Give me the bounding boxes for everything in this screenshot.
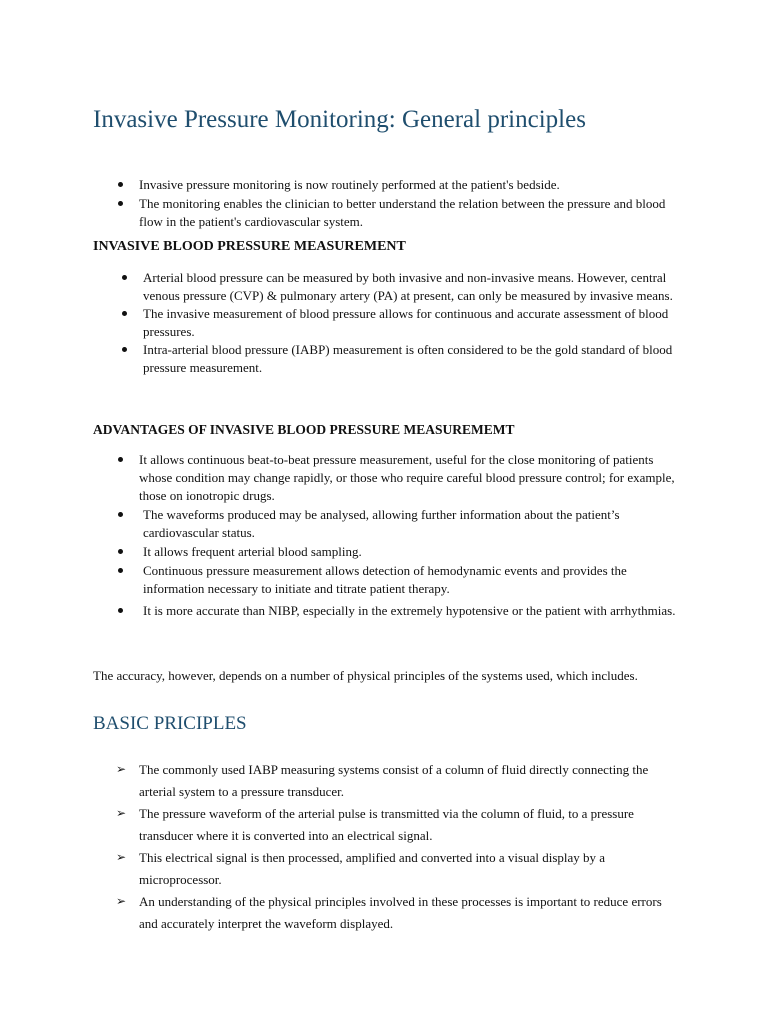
- list-item-text: The waveforms produced may be analysed, allowing further information about the patient’s cardiovascular status.: [143, 507, 620, 540]
- list-item: [116, 891, 679, 935]
- list-item-text: The invasive measurement of blood pressure allows for continuous and accurate assessment of blood pressures.: [143, 306, 669, 339]
- bullet-icon: [118, 512, 123, 517]
- list-item: [139, 543, 679, 561]
- bullet-icon: [118, 201, 123, 206]
- list-item: [116, 847, 679, 891]
- bullet-icon: [118, 549, 123, 554]
- list-item: [139, 506, 679, 542]
- list-item-text: Arterial blood pressure can be measured by both invasive and non-invasive means. However, central venous pressure (CVP) & pulmonary artery (PA) at present, can only be measured by invasive means.: [143, 270, 673, 303]
- list-item: [139, 195, 669, 231]
- bullet-icon: [118, 568, 123, 573]
- list-item-text: An understanding of the physical principles involved in these processes is important to reduce errors and accurately interpret the waveform displayed.: [139, 894, 662, 931]
- list-item-text: The pressure waveform of the arterial pulse is transmitted via the column of fluid, to a pressure transducer where it is converted into an electrical signal.: [139, 806, 634, 843]
- list-item: [139, 562, 679, 598]
- list-item: [139, 451, 679, 505]
- list-item-text: The commonly used IABP measuring systems consist of a column of fluid directly connecting the arterial system to a pressure transducer.: [139, 762, 649, 799]
- arrow-bullet-icon: ➢: [116, 850, 127, 864]
- advantages-heading: ADVANTAGES OF INVASIVE BLOOD PRESSURE MEASUREMEMT: [93, 422, 515, 437]
- list-item: [143, 341, 678, 377]
- advantages-list: [139, 451, 679, 623]
- list-item-text: Continuous pressure measurement allows detection of hemodynamic events and provides the information necessary to initiate and titrate patient therapy.: [143, 563, 627, 596]
- bullet-icon: [118, 182, 123, 187]
- bullet-icon: [118, 608, 123, 613]
- page-title: Invasive Pressure Monitoring: General principles: [93, 106, 586, 133]
- list-item: [143, 305, 678, 341]
- basic-principles-list: [116, 759, 679, 935]
- ibp-list: [143, 269, 678, 377]
- bullet-icon: [122, 275, 127, 280]
- list-item-text: It is more accurate than NIBP, especially in the extremely hypotensive or the patient with arrhythmias.: [143, 603, 676, 618]
- list-item: [116, 803, 679, 847]
- list-item-text: It allows continuous beat-to-beat pressure measurement, useful for the close monitoring of patients whose condition may change rapidly, or those who require careful blood pressure control; for example, those on ionotropic drugs.: [139, 452, 675, 503]
- list-item-text: This electrical signal is then processed, amplified and converted into a visual display by a microprocessor.: [139, 850, 606, 887]
- accuracy-paragraph: The accuracy, however, depends on a number of physical principles of the systems used, which includes.: [93, 668, 638, 683]
- bullet-icon: [118, 457, 123, 462]
- list-item-text: It allows frequent arterial blood sampling.: [143, 544, 362, 559]
- intro-list: [139, 176, 669, 231]
- list-item-text: Invasive pressure monitoring is now routinely performed at the patient's bedside.: [139, 177, 560, 192]
- bullet-icon: [122, 311, 127, 316]
- arrow-bullet-icon: ➢: [116, 806, 127, 820]
- list-item-text: Intra-arterial blood pressure (IABP) measurement is often considered to be the gold standard of blood pressure measurement.: [143, 342, 673, 375]
- arrow-bullet-icon: ➢: [116, 894, 127, 908]
- basic-principles-heading: BASIC PRICIPLES: [93, 713, 247, 734]
- bullet-icon: [122, 347, 127, 352]
- list-item-text: The monitoring enables the clinician to better understand the relation between the pressure and blood flow in the patient's cardiovascular system.: [139, 196, 666, 229]
- ibp-heading: INVASIVE BLOOD PRESSURE MEASUREMENT: [93, 239, 406, 254]
- list-item: [143, 269, 678, 305]
- list-item: [139, 176, 669, 194]
- arrow-bullet-icon: ➢: [116, 762, 127, 776]
- list-item: [116, 759, 679, 803]
- list-item: [139, 599, 679, 623]
